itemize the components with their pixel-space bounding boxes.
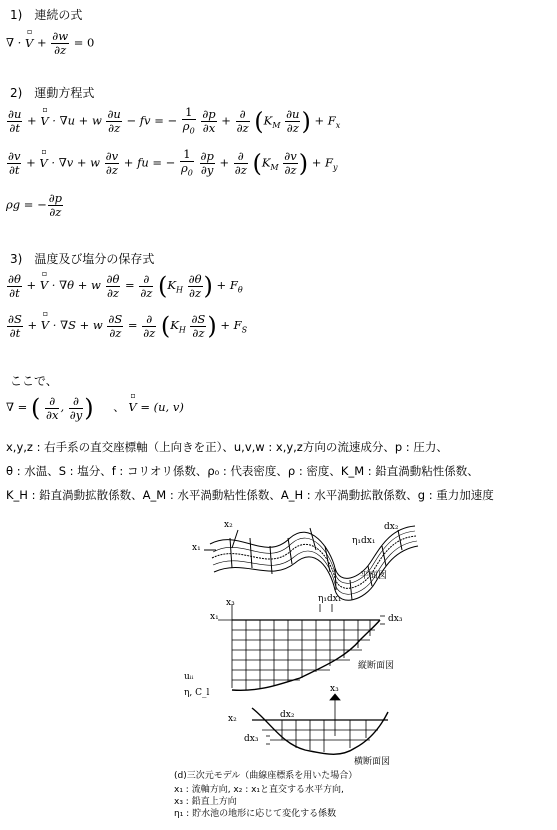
here-label: ここで、 <box>10 374 58 388</box>
cross-view-label: 横断面図 <box>354 757 391 767</box>
equation-momentum-u: $\frac{\partial u}{\partial t}$ + ▫ V · ∇u + w $\frac{\partial u}{\partial z}$ − fv = − $\frac{1}{\rho_0}$ $\frac{\partial p}{\partial x}$ + $\frac{\partial}{\partial z}$ ($K_M$ $\frac{\partial u}{\partial z}$ ) + $F_x$ <box>6 106 340 137</box>
equation-hydrostatic: ρg = − $\frac{\partial p}{\partial z}$ <box>6 191 63 219</box>
long-dx3-label: dx₃ <box>388 614 403 624</box>
long-eta-c-label: η, C_l <box>184 688 210 698</box>
long-x1-label: x₁ <box>210 612 219 622</box>
definitions-line-2: θ : 水温、S : 塩分、f : コリオリ係数、ρ₀ : 代表密度、ρ : 密度、K_M : 鉛直渦動粘性係数、 <box>6 464 479 478</box>
equation-nabla-definition: ∇ = ( $\frac{\partial}{\partial x}$ , $\frac{\partial}{\partial y}$ ) 、 ▫ V = (u, v) <box>6 394 184 422</box>
section-heading-conservation: 3) 温度及び塩分の保存式 <box>10 252 155 266</box>
plan-x1-label: x₁ <box>192 543 201 553</box>
plan-x2-label: x₂ <box>224 520 233 530</box>
cross-dx3-label: dx₃ <box>244 734 259 744</box>
plan-view-drawing <box>204 526 418 600</box>
long-ui-label: uᵢᵢ <box>184 672 194 682</box>
cross-dx2-label: dx₂ <box>280 710 295 720</box>
equation-salinity: $\frac{\partial S}{\partial t}$ + ▫ V · ∇S + w $\frac{\partial S}{\partial z}$ = $\frac{\partial}{\partial z}$ ($K_H$ $\frac{\partial S}{\partial z}$ ) + $F_S$ <box>6 312 247 340</box>
plan-dx2-label: dx₂ <box>384 522 399 532</box>
equation-momentum-v: $\frac{\partial v}{\partial t}$ + ▫ V · ∇v + w $\frac{\partial v}{\partial z}$ + fu = − $\frac{1}{\rho_0}$ $\frac{\partial p}{\partial y}$ + $\frac{\partial}{\partial z}$ ($K_M$ $\frac{\partial v}{\partial z}$ ) + $F_y$ <box>6 148 338 179</box>
longitudinal-section-drawing <box>218 604 385 690</box>
longitudinal-view-label: 縦断面図 <box>358 661 395 671</box>
figure-caption-line-1: x₁ : 流軸方向, x₂ : x₁と直交する水平方向, <box>174 785 344 795</box>
figure-caption-title: (d)三次元モデル（曲線座標系を用いた場合） <box>174 771 358 781</box>
definitions-line-1: x,y,z : 右手系の直交座標軸（上向きを正）、u,v,w : x,y,z方向の流速成分、p : 圧力、 <box>6 440 448 454</box>
long-x3-label: x₃ <box>226 598 235 608</box>
equation-temperature: $\frac{\partial\theta}{\partial t}$ + ▫ V · ∇θ + w $\frac{\partial\theta}{\partial z}$ = $\frac{\partial}{\partial z}$ ($K_H$ $\frac{\partial\theta}{\partial z}$ ) + $F_\theta$ <box>6 272 243 300</box>
cross-x3-label: x₃ <box>330 684 339 694</box>
long-eta1dx1-label: η₁dx₁ <box>318 594 342 604</box>
cross-section-drawing <box>252 694 388 754</box>
plan-eta1dx1-label: η₁dx₁ <box>352 536 376 546</box>
plan-view-label: 平面図 <box>360 571 388 581</box>
definitions-line-3: K_H : 鉛直渦動拡散係数、A_M : 水平渦動粘性係数、A_H : 水平渦動拡散係数、g : 重力加速度 <box>6 488 494 502</box>
figure-caption-line-3: η₁ : 貯水池の地形に応じて変化する係数 <box>174 809 337 819</box>
section-heading-momentum: 2) 運動方程式 <box>10 86 95 100</box>
cross-x2-label: x₂ <box>228 714 237 724</box>
figure-caption-line-2: x₃ : 鉛直上方向 <box>174 797 237 807</box>
section-heading-continuity: 1) 連続の式 <box>10 8 83 22</box>
equation-continuity: ∇ · ▫ V + $\frac{\partial w}{\partial z}$ = 0 <box>6 30 94 57</box>
